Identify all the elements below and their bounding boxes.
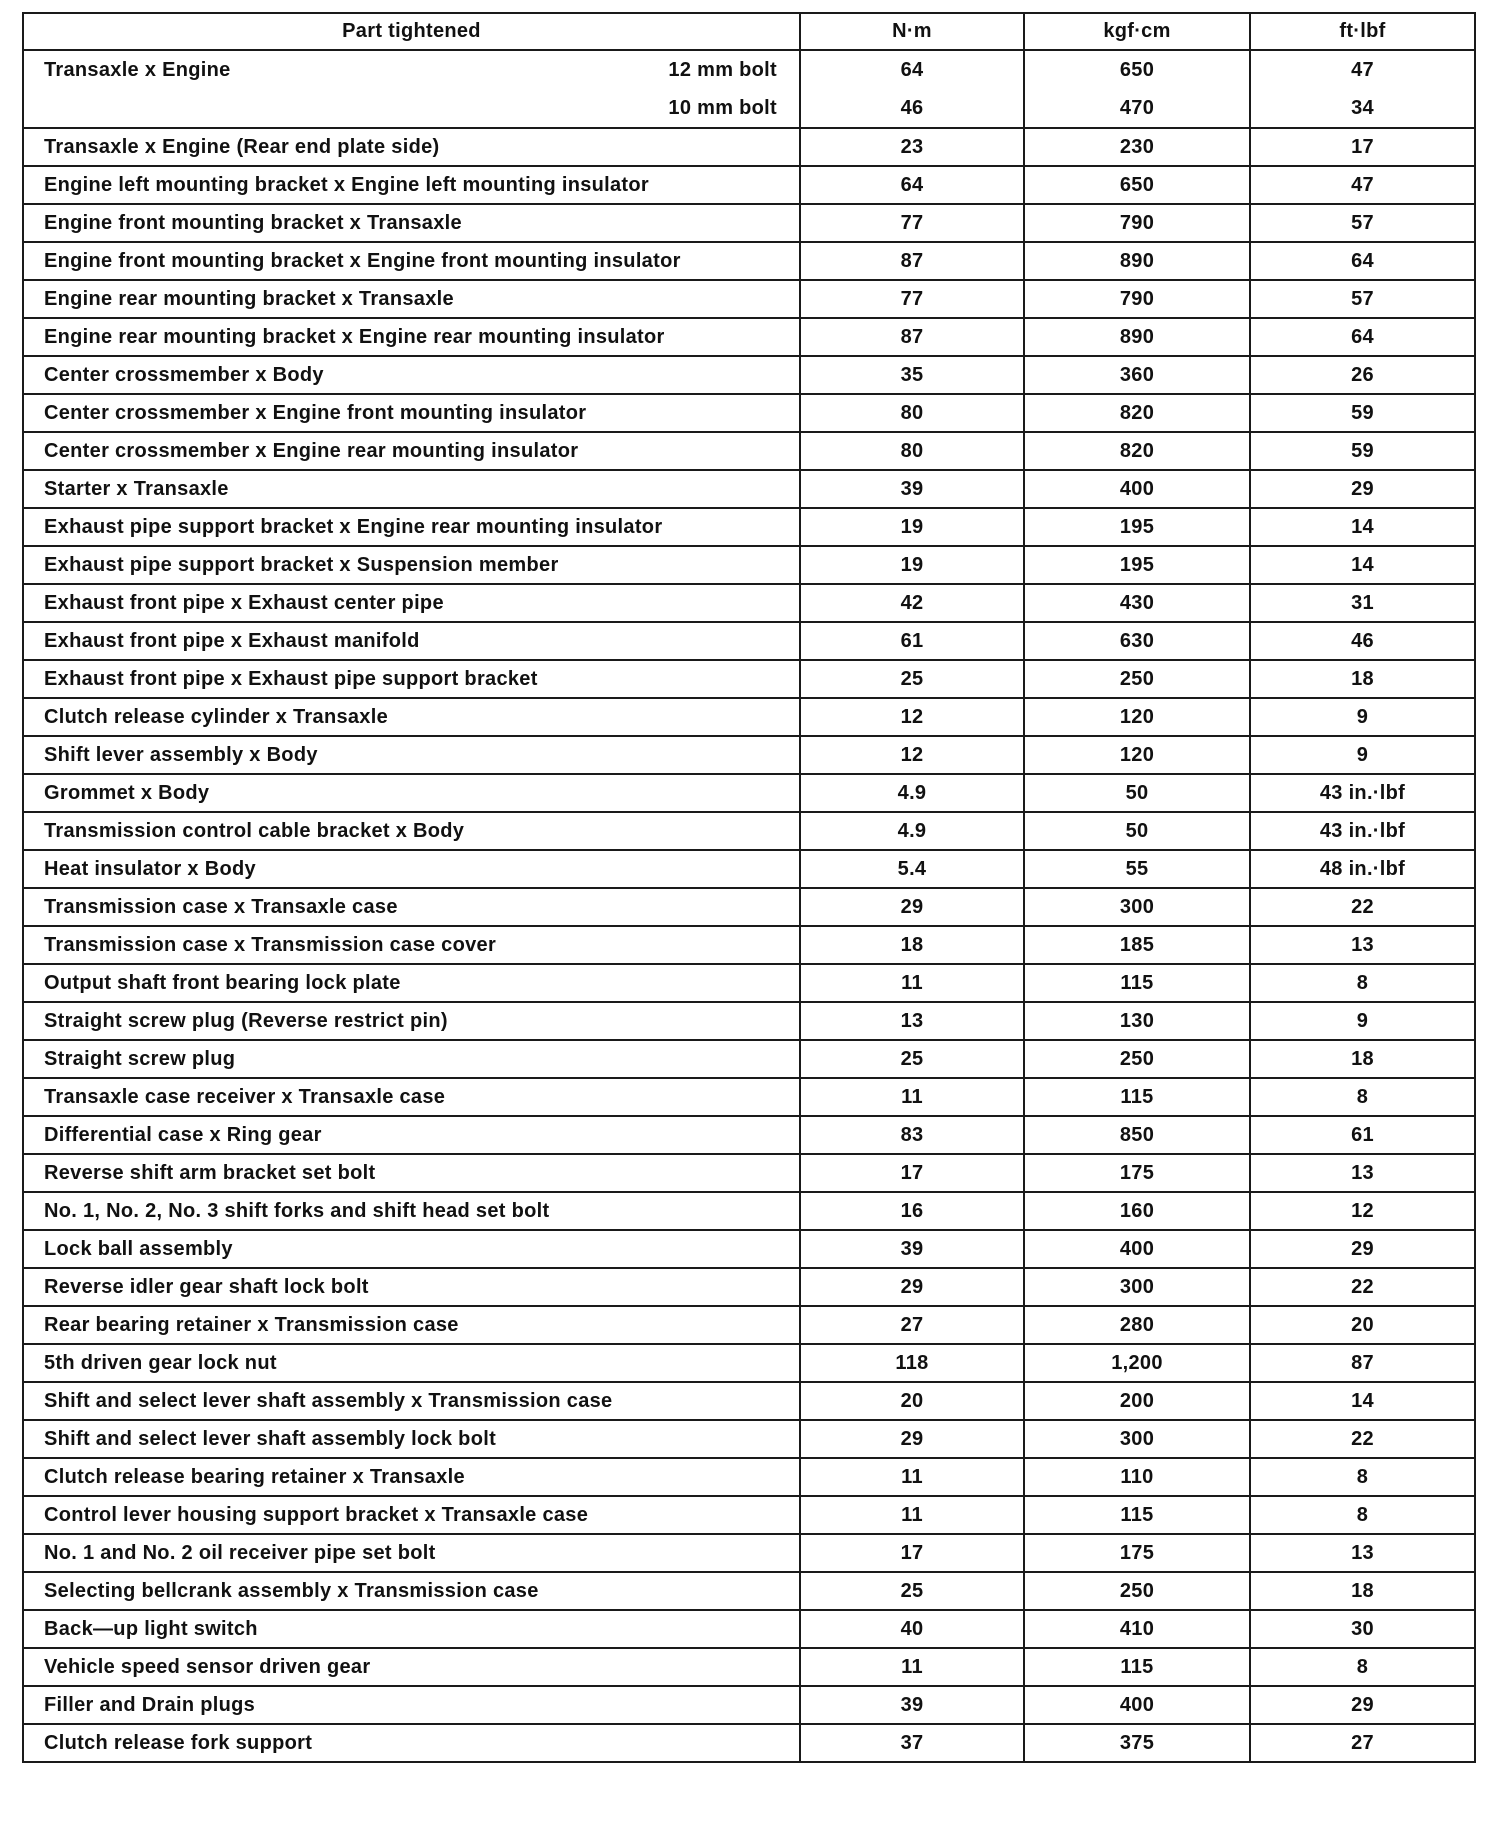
kgf-cm-value: 300	[1024, 888, 1250, 926]
part-name: Engine front mounting bracket x Engine front mounting insulator	[23, 242, 800, 280]
part-name: No. 1 and No. 2 oil receiver pipe set bolt	[23, 1534, 800, 1572]
kgf-cm-value: 400	[1024, 470, 1250, 508]
nm-value: 40	[800, 1610, 1024, 1648]
ft-lbf-value: 13	[1250, 1154, 1475, 1192]
nm-value: 13	[800, 1002, 1024, 1040]
nm-value: 20	[800, 1382, 1024, 1420]
table-row	[23, 584, 1475, 622]
kgf-cm-value: 160	[1024, 1192, 1250, 1230]
part-name: Clutch release bearing retainer x Transaxle	[23, 1458, 800, 1496]
table-row	[23, 622, 1475, 660]
kgf-cm-value: 400	[1024, 1686, 1250, 1724]
part-name: Selecting bellcrank assembly x Transmission case	[23, 1572, 800, 1610]
ft-lbf-value: 12	[1250, 1192, 1475, 1230]
nm-value: 12	[800, 736, 1024, 774]
ft-lbf-value: 31	[1250, 584, 1475, 622]
kgf-cm-value: 115	[1024, 964, 1250, 1002]
table-row	[23, 850, 1475, 888]
kgf-cm-value: 195	[1024, 546, 1250, 584]
kgf-cm-value: 400	[1024, 1230, 1250, 1268]
nm-value: 61	[800, 622, 1024, 660]
nm-value: 37	[800, 1724, 1024, 1762]
part-name: Reverse idler gear shaft lock bolt	[23, 1268, 800, 1306]
part-name: Shift and select lever shaft assembly x Transmission case	[23, 1382, 800, 1420]
ft-lbf-value: 14	[1250, 508, 1475, 546]
ft-lbf-value: 26	[1250, 356, 1475, 394]
nm-value: 25	[800, 1040, 1024, 1078]
header-nm: N·m	[800, 13, 1024, 50]
table-row	[23, 1458, 1475, 1496]
kgf-cm-value: 200	[1024, 1382, 1250, 1420]
ft-lbf-value: 59	[1250, 394, 1475, 432]
kgf-cm-value: 300	[1024, 1420, 1250, 1458]
table-row	[23, 1040, 1475, 1078]
table-row	[23, 1534, 1475, 1572]
kgf-cm-value: 650	[1024, 50, 1250, 89]
ft-lbf-value: 87	[1250, 1344, 1475, 1382]
kgf-cm-value: 120	[1024, 698, 1250, 736]
table-row	[23, 1344, 1475, 1382]
table-row	[23, 1154, 1475, 1192]
table-row	[23, 1192, 1475, 1230]
part-cell	[23, 89, 800, 128]
part-name: Transaxle case receiver x Transaxle case	[23, 1078, 800, 1116]
part-name: Grommet x Body	[23, 774, 800, 812]
ft-lbf-value: 8	[1250, 1648, 1475, 1686]
ft-lbf-value: 29	[1250, 470, 1475, 508]
ft-lbf-value: 9	[1250, 698, 1475, 736]
table-row	[23, 1420, 1475, 1458]
table-row	[23, 546, 1475, 584]
part-name: Engine rear mounting bracket x Engine rear mounting insulator	[23, 318, 800, 356]
part-name: Transmission case x Transmission case cover	[23, 926, 800, 964]
ft-lbf-value: 14	[1250, 1382, 1475, 1420]
part-name: Control lever housing support bracket x Transaxle case	[23, 1496, 800, 1534]
part-name: Exhaust pipe support bracket x Suspension member	[23, 546, 800, 584]
ft-lbf-value: 18	[1250, 660, 1475, 698]
nm-value: 19	[800, 546, 1024, 584]
kgf-cm-value: 820	[1024, 432, 1250, 470]
kgf-cm-value: 115	[1024, 1078, 1250, 1116]
ft-lbf-value: 9	[1250, 736, 1475, 774]
part-cell	[23, 50, 800, 89]
ft-lbf-value: 47	[1250, 50, 1475, 89]
kgf-cm-value: 230	[1024, 128, 1250, 166]
table-row	[23, 166, 1475, 204]
part-name: Heat insulator x Body	[23, 850, 800, 888]
ft-lbf-value: 18	[1250, 1572, 1475, 1610]
ft-lbf-value: 64	[1250, 242, 1475, 280]
kgf-cm-value: 820	[1024, 394, 1250, 432]
table-row	[23, 964, 1475, 1002]
kgf-cm-value: 250	[1024, 660, 1250, 698]
ft-lbf-value: 8	[1250, 964, 1475, 1002]
table-row	[23, 1724, 1475, 1762]
table-row	[23, 1610, 1475, 1648]
kgf-cm-value: 890	[1024, 242, 1250, 280]
nm-value: 39	[800, 1230, 1024, 1268]
nm-value: 23	[800, 128, 1024, 166]
ft-lbf-value: 29	[1250, 1230, 1475, 1268]
part-name: Clutch release cylinder x Transaxle	[23, 698, 800, 736]
kgf-cm-value: 250	[1024, 1572, 1250, 1610]
ft-lbf-value: 8	[1250, 1496, 1475, 1534]
part-name: Clutch release fork support	[23, 1724, 800, 1762]
kgf-cm-value: 115	[1024, 1648, 1250, 1686]
nm-value: 118	[800, 1344, 1024, 1382]
kgf-cm-value: 55	[1024, 850, 1250, 888]
header-kgf-cm: kgf·cm	[1024, 13, 1250, 50]
table-row	[23, 89, 1475, 128]
ft-lbf-value: 18	[1250, 1040, 1475, 1078]
ft-lbf-value: 9	[1250, 1002, 1475, 1040]
ft-lbf-value: 57	[1250, 280, 1475, 318]
table-row	[23, 356, 1475, 394]
nm-value: 77	[800, 280, 1024, 318]
ft-lbf-value: 64	[1250, 318, 1475, 356]
table-row	[23, 774, 1475, 812]
nm-value: 17	[800, 1154, 1024, 1192]
part-name: Exhaust front pipe x Exhaust pipe support bracket	[23, 660, 800, 698]
table-row	[23, 280, 1475, 318]
nm-value: 39	[800, 470, 1024, 508]
part-name: Output shaft front bearing lock plate	[23, 964, 800, 1002]
ft-lbf-value: 43 in.·lbf	[1250, 812, 1475, 850]
part-name: Exhaust front pipe x Exhaust center pipe	[23, 584, 800, 622]
ft-lbf-value: 59	[1250, 432, 1475, 470]
table-row	[23, 128, 1475, 166]
part-name: Shift lever assembly x Body	[23, 736, 800, 774]
table-row	[23, 318, 1475, 356]
ft-lbf-value: 22	[1250, 1420, 1475, 1458]
table-row	[23, 888, 1475, 926]
part-name: Rear bearing retainer x Transmission case	[23, 1306, 800, 1344]
nm-value: 27	[800, 1306, 1024, 1344]
nm-value: 35	[800, 356, 1024, 394]
kgf-cm-value: 120	[1024, 736, 1250, 774]
part-name: Transmission case x Transaxle case	[23, 888, 800, 926]
part-name: Vehicle speed sensor driven gear	[23, 1648, 800, 1686]
nm-value: 11	[800, 1496, 1024, 1534]
nm-value: 11	[800, 1648, 1024, 1686]
nm-value: 5.4	[800, 850, 1024, 888]
kgf-cm-value: 175	[1024, 1534, 1250, 1572]
part-name: Engine left mounting bracket x Engine left mounting insulator	[23, 166, 800, 204]
kgf-cm-value: 430	[1024, 584, 1250, 622]
ft-lbf-value: 22	[1250, 1268, 1475, 1306]
ft-lbf-value: 14	[1250, 546, 1475, 584]
nm-value: 87	[800, 242, 1024, 280]
table-row	[23, 698, 1475, 736]
table-row	[23, 1648, 1475, 1686]
ft-lbf-value: 13	[1250, 1534, 1475, 1572]
table-row	[23, 812, 1475, 850]
ft-lbf-value: 48 in.·lbf	[1250, 850, 1475, 888]
header-part-tightened: Part tightened	[23, 13, 800, 50]
table-row	[23, 242, 1475, 280]
part-name: Transmission control cable bracket x Body	[23, 812, 800, 850]
part-name: Engine rear mounting bracket x Transaxle	[23, 280, 800, 318]
part-name: Center crossmember x Body	[23, 356, 800, 394]
bolt-size: 12 mm bolt	[668, 58, 777, 81]
kgf-cm-value: 195	[1024, 508, 1250, 546]
table-row	[23, 204, 1475, 242]
ft-lbf-value: 46	[1250, 622, 1475, 660]
ft-lbf-value: 8	[1250, 1458, 1475, 1496]
nm-value: 4.9	[800, 812, 1024, 850]
kgf-cm-value: 360	[1024, 356, 1250, 394]
table-row	[23, 50, 1475, 89]
nm-value: 11	[800, 964, 1024, 1002]
table-row	[23, 1686, 1475, 1724]
nm-value: 39	[800, 1686, 1024, 1724]
nm-value: 80	[800, 394, 1024, 432]
kgf-cm-value: 1,200	[1024, 1344, 1250, 1382]
ft-lbf-value: 30	[1250, 1610, 1475, 1648]
kgf-cm-value: 110	[1024, 1458, 1250, 1496]
table-row	[23, 394, 1475, 432]
table-row	[23, 926, 1475, 964]
part-name: 5th driven gear lock nut	[23, 1344, 800, 1382]
ft-lbf-value: 61	[1250, 1116, 1475, 1154]
kgf-cm-value: 130	[1024, 1002, 1250, 1040]
ft-lbf-value: 43 in.·lbf	[1250, 774, 1475, 812]
torque-specification-table	[22, 12, 1476, 1763]
table-row	[23, 1572, 1475, 1610]
ft-lbf-value: 57	[1250, 204, 1475, 242]
header-ft-lbf: ft·lbf	[1250, 13, 1475, 50]
table-row	[23, 736, 1475, 774]
nm-value: 19	[800, 508, 1024, 546]
ft-lbf-value: 13	[1250, 926, 1475, 964]
kgf-cm-value: 50	[1024, 774, 1250, 812]
kgf-cm-value: 250	[1024, 1040, 1250, 1078]
part-name: Exhaust pipe support bracket x Engine rear mounting insulator	[23, 508, 800, 546]
nm-value: 46	[800, 89, 1024, 128]
nm-value: 12	[800, 698, 1024, 736]
kgf-cm-value: 115	[1024, 1496, 1250, 1534]
nm-value: 29	[800, 888, 1024, 926]
table-row	[23, 432, 1475, 470]
table-row	[23, 1268, 1475, 1306]
nm-value: 83	[800, 1116, 1024, 1154]
kgf-cm-value: 650	[1024, 166, 1250, 204]
nm-value: 25	[800, 1572, 1024, 1610]
nm-value: 25	[800, 660, 1024, 698]
kgf-cm-value: 50	[1024, 812, 1250, 850]
nm-value: 29	[800, 1420, 1024, 1458]
table-row	[23, 470, 1475, 508]
bolt-size: 10 mm bolt	[668, 96, 777, 119]
nm-value: 80	[800, 432, 1024, 470]
kgf-cm-value: 790	[1024, 280, 1250, 318]
kgf-cm-value: 175	[1024, 1154, 1250, 1192]
kgf-cm-value: 185	[1024, 926, 1250, 964]
table-body	[23, 50, 1475, 1762]
table-row	[23, 660, 1475, 698]
nm-value: 18	[800, 926, 1024, 964]
part-name: Transaxle x Engine (Rear end plate side)	[23, 128, 800, 166]
kgf-cm-value: 410	[1024, 1610, 1250, 1648]
kgf-cm-value: 375	[1024, 1724, 1250, 1762]
nm-value: 11	[800, 1078, 1024, 1116]
nm-value: 77	[800, 204, 1024, 242]
ft-lbf-value: 8	[1250, 1078, 1475, 1116]
part-name: Transaxle x Engine	[44, 58, 231, 81]
ft-lbf-value: 17	[1250, 128, 1475, 166]
part-name: No. 1, No. 2, No. 3 shift forks and shift head set bolt	[23, 1192, 800, 1230]
nm-value: 4.9	[800, 774, 1024, 812]
kgf-cm-value: 470	[1024, 89, 1250, 128]
part-name: Shift and select lever shaft assembly lock bolt	[23, 1420, 800, 1458]
kgf-cm-value: 890	[1024, 318, 1250, 356]
part-name: Engine front mounting bracket x Transaxle	[23, 204, 800, 242]
table-row	[23, 1078, 1475, 1116]
ft-lbf-value: 34	[1250, 89, 1475, 128]
nm-value: 16	[800, 1192, 1024, 1230]
kgf-cm-value: 300	[1024, 1268, 1250, 1306]
table-row	[23, 1230, 1475, 1268]
table-row	[23, 1002, 1475, 1040]
part-name: Reverse shift arm bracket set bolt	[23, 1154, 800, 1192]
part-name: Center crossmember x Engine rear mounting insulator	[23, 432, 800, 470]
kgf-cm-value: 790	[1024, 204, 1250, 242]
part-name: Differential case x Ring gear	[23, 1116, 800, 1154]
ft-lbf-value: 47	[1250, 166, 1475, 204]
part-name: Center crossmember x Engine front mounting insulator	[23, 394, 800, 432]
ft-lbf-value: 27	[1250, 1724, 1475, 1762]
table-row	[23, 1116, 1475, 1154]
ft-lbf-value: 20	[1250, 1306, 1475, 1344]
table-row	[23, 1496, 1475, 1534]
nm-value: 87	[800, 318, 1024, 356]
part-name: Straight screw plug (Reverse restrict pin)	[23, 1002, 800, 1040]
part-name: Back—up light switch	[23, 1610, 800, 1648]
part-name: Lock ball assembly	[23, 1230, 800, 1268]
nm-value: 11	[800, 1458, 1024, 1496]
part-name: Filler and Drain plugs	[23, 1686, 800, 1724]
table-row	[23, 1382, 1475, 1420]
part-name: Exhaust front pipe x Exhaust manifold	[23, 622, 800, 660]
nm-value: 29	[800, 1268, 1024, 1306]
table-row	[23, 508, 1475, 546]
kgf-cm-value: 630	[1024, 622, 1250, 660]
part-name: Straight screw plug	[23, 1040, 800, 1078]
kgf-cm-value: 280	[1024, 1306, 1250, 1344]
nm-value: 42	[800, 584, 1024, 622]
table-row	[23, 1306, 1475, 1344]
kgf-cm-value: 850	[1024, 1116, 1250, 1154]
nm-value: 64	[800, 50, 1024, 89]
nm-value: 17	[800, 1534, 1024, 1572]
part-name: Starter x Transaxle	[23, 470, 800, 508]
header-row	[23, 13, 1475, 50]
nm-value: 64	[800, 166, 1024, 204]
ft-lbf-value: 29	[1250, 1686, 1475, 1724]
ft-lbf-value: 22	[1250, 888, 1475, 926]
